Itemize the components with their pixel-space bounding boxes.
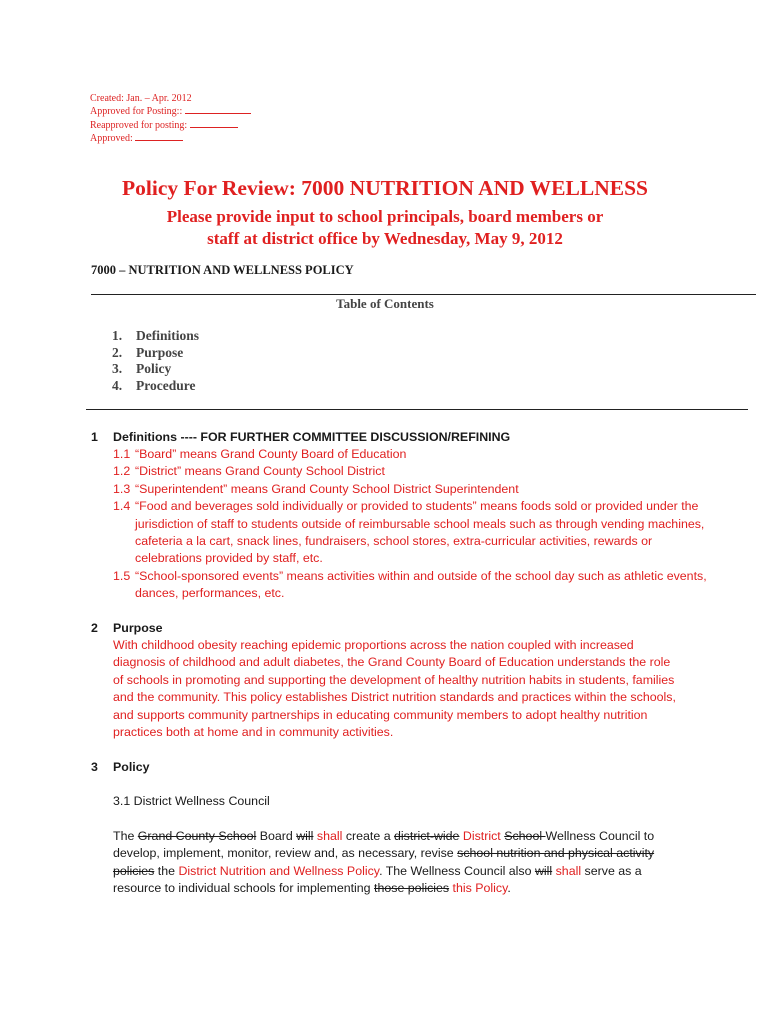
document-title: Policy For Review: 7000 NUTRITION AND WELLNESS: [122, 176, 648, 200]
deleted-text: those policies: [374, 881, 450, 896]
subsection-heading: 3.1 District Wellness Council: [113, 794, 270, 808]
approved-for-posting-line: Approved for Posting::: [90, 105, 251, 118]
toc-bottom-rule: [86, 409, 748, 410]
inserted-text: shall: [555, 863, 582, 878]
inserted-text: District Nutrition and Wellness Policy: [178, 863, 380, 878]
table-of-contents: [112, 328, 199, 395]
purpose-paragraph: With childhood obesity reaching epidemic proportions across the nation coupled with increased diagnosis of childhood and adult diabetes, the Grand County Board of Education understands the role of schools in promoting and supporting the development of healthy nutrition habits in students, families and the community. This policy establishes District nutrition standards and practices within the schools, and supports community partnerships in educating community members to adopt healthy nutrition practices both at home and in community activities.: [113, 638, 676, 740]
reapproved-for-posting-line: Reapproved for posting:: [90, 119, 251, 132]
deleted-text: school nutrition and physical activity policies: [113, 846, 655, 878]
created-line: Created: Jan. – Apr. 2012: [90, 93, 192, 104]
deleted-text: will: [296, 829, 314, 843]
approved-line: Approved:: [90, 132, 251, 145]
reapproved-for-posting-blank: [190, 119, 238, 128]
policy-paragraph: The Grand County School Board will shall create a district-wide District School Wellness Council to develop, implement, monitor, review and, as necessary, revise school nutrition and physical activity policies the District Nutrition and Wellness Policy. The Wellness Council also will shall serve as a resource to individual schools for implementing those policies this Policy.: [113, 829, 655, 896]
review-request-line-2: staff at district office by Wednesday, May 9, 2012: [207, 229, 563, 248]
policy-heading: 7000 – NUTRITION AND WELLNESS POLICY: [91, 263, 354, 277]
approved-for-posting-blank: [185, 105, 251, 114]
toc-top-rule: [91, 294, 756, 295]
definition-item: 1.4 “Food and beverages sold individually or provided to students” means foods sold or provided under the jurisdiction of staff to students outside of reimbursable school meals such as through vending machines, cafeteria a la cart, snack lines, fundraisers, school stores, extra-curricular activities, rewards or celebrations provided by staff, etc.: [113, 499, 705, 566]
toc-item-definitions: 1. Definitions: [112, 328, 200, 343]
deleted-text: will: [534, 863, 553, 878]
definition-item: 1.2 “District” means Grand County School District: [113, 464, 385, 479]
review-request: [120, 206, 650, 250]
section-1-heading: 1 Definitions ---- FOR FURTHER COMMITTEE DISCUSSION/REFINING: [91, 430, 511, 444]
deleted-text: School: [504, 829, 546, 843]
toc-title: Table of Contents: [336, 296, 434, 311]
inserted-text: District: [459, 829, 505, 843]
definition-item: 1.5 “School-sponsored events” means activities within and outside of the school day such as athletic events, dances, performances, etc.: [113, 568, 707, 601]
inserted-text: shall: [313, 829, 343, 843]
definition-item: 1.3 “Superintendent” means Grand County School District Superintendent: [113, 481, 519, 496]
toc-item-policy: 3. Policy: [112, 361, 172, 377]
definition-item: 1.1 “Board” means Grand County Board of Education: [113, 447, 407, 461]
revision-metadata: [90, 93, 251, 145]
toc-item-purpose: 2. Purpose: [112, 344, 184, 360]
toc-item-procedure: 4. Procedure: [112, 378, 196, 394]
section-3-heading: 3 Policy: [91, 760, 150, 774]
deleted-text: Grand County School: [137, 829, 257, 843]
review-request-line-1: Please provide input to school principals, board members or: [166, 207, 604, 226]
deleted-text: district-wide: [394, 829, 460, 843]
approved-blank: [135, 132, 183, 141]
inserted-text: this Policy: [449, 881, 508, 896]
section-2-heading: 2 Purpose: [91, 621, 163, 635]
definitions-list: [113, 446, 713, 603]
